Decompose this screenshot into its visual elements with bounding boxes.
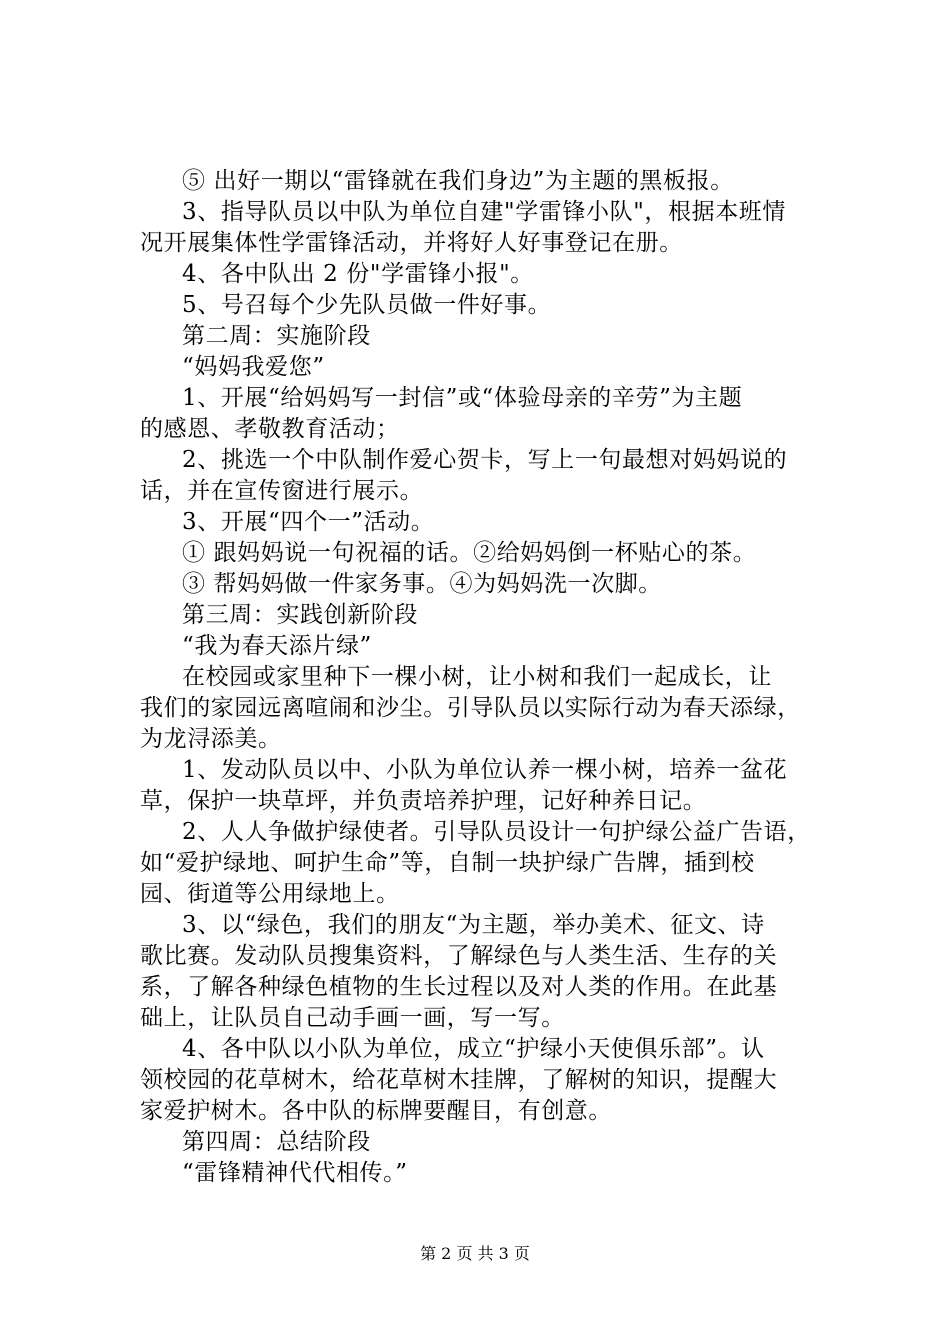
text-line: 的感恩、孝敬教育活动； — [140, 416, 400, 442]
text-line: 4、各中队以小队为单位，成立“护绿小天使俱乐部”。认 — [182, 1036, 765, 1062]
text-line: “雷锋精神代代相传。” — [182, 1160, 408, 1186]
text-line: 家爱护树木。各中队的标牌要醒目，有创意。 — [140, 1098, 612, 1124]
text-line: 如“爱护绿地、呵护生命”等，自制一块护绿广告牌，插到校 — [140, 850, 755, 876]
text-line: 第四周：总结阶段 — [182, 1129, 371, 1155]
text-line: ⑤ 出好一期以“雷锋就在我们身边”为主题的黑板报。 — [182, 168, 734, 194]
text-line: 系，了解各种绿色植物的生长过程以及对人类的作用。在此基 — [140, 974, 778, 1000]
text-line: “妈妈我爱您” — [182, 354, 325, 380]
text-line: 况开展集体性学雷锋活动，并将好人好事登记在册。 — [140, 230, 683, 256]
text-line: 领校园的花草树木，给花草树木挂牌，了解树的知识，提醒大 — [140, 1067, 778, 1093]
text-line: 话，并在宣传窗进行展示。 — [140, 478, 424, 504]
text-line: 第二周：实施阶段 — [182, 323, 371, 349]
text-line: 2、人人争做护绿使者。引导队员设计一句护绿公益广告语， — [182, 819, 811, 845]
text-line: 1、开展“给妈妈写一封信”或“体验母亲的辛劳”为主题 — [182, 385, 743, 411]
text-line: 1、发动队员以中、小队为单位认养一棵小树，培养一盆花 — [182, 757, 788, 783]
text-line: 歌比赛。发动队员搜集资料，了解绿色与人类生活、生存的关 — [140, 943, 778, 969]
text-line: ③ 帮妈妈做一件家务事。④为妈妈洗一次脚。 — [182, 571, 662, 597]
text-line: 3、指导队员以中队为单位自建"学雷锋小队"，根据本班情 — [182, 199, 786, 225]
text-line: 3、开展“四个一”活动。 — [182, 509, 435, 535]
text-line: 2、挑选一个中队制作爱心贺卡，写上一句最想对妈妈说的 — [182, 447, 788, 473]
text-line: ① 跟妈妈说一句祝福的话。②给妈妈倒一杯贴心的茶。 — [182, 540, 757, 566]
page-footer: 第 2 页 共 3 页 — [420, 1244, 530, 1263]
text-line: 园、街道等公用绿地上。 — [140, 881, 400, 907]
text-line: 草，保护一块草坪，并负责培养护理，记好种养日记。 — [140, 788, 707, 814]
text-line: 我们的家园远离喧闹和沙尘。引导队员以实际行动为春天添绿， — [140, 695, 801, 721]
text-line: 为龙浔添美。 — [140, 726, 282, 752]
text-line: 5、号召每个少先队员做一件好事。 — [182, 292, 552, 318]
text-line: 3、以“绿色，我们的朋友“为主题，举办美术、征文、诗 — [182, 912, 765, 938]
text-line: “我为春天添片绿” — [182, 633, 372, 659]
text-line: 在校园或家里种下一棵小树，让小树和我们一起成长，让 — [182, 664, 772, 690]
document-body — [140, 166, 820, 1189]
text-line: 4、各中队出 2 份"学雷锋小报"。 — [182, 261, 534, 287]
text-line: 第三周：实践创新阶段 — [182, 602, 418, 628]
text-line: 础上，让队员自己动手画一画，写一写。 — [140, 1005, 565, 1031]
